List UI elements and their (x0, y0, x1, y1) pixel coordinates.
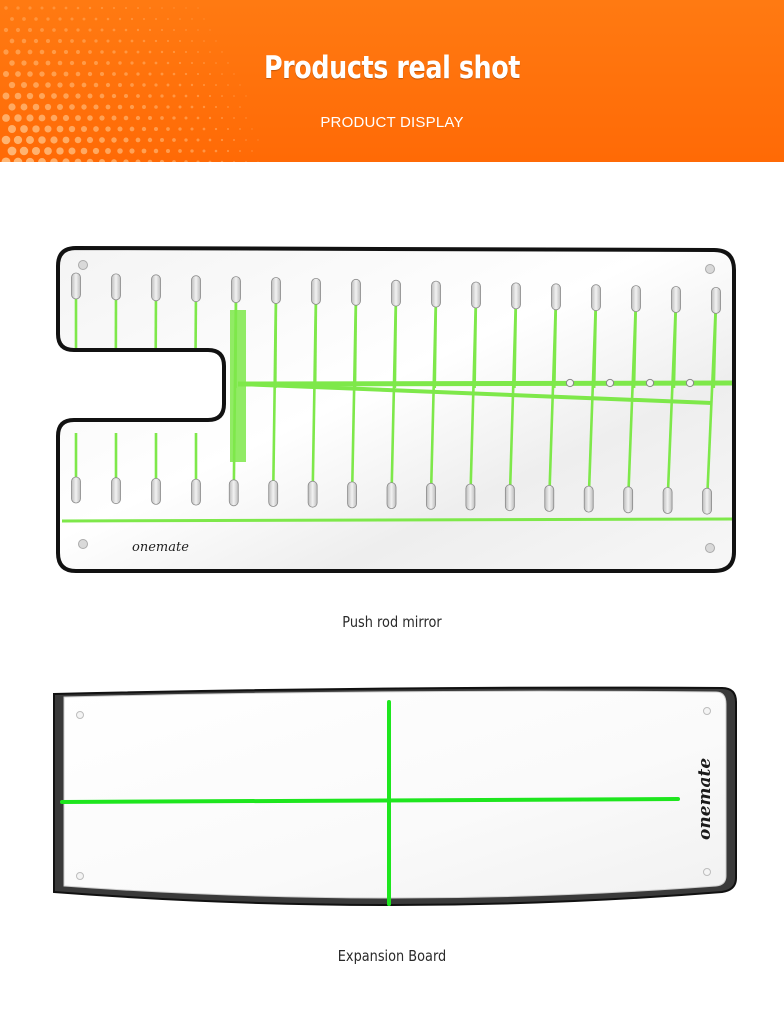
mirror-brand-logo: onemate (132, 540, 189, 555)
expansion-board-image (0, 680, 784, 915)
board-face (64, 691, 726, 898)
push-rod-mirror-image (0, 238, 784, 583)
caption-push-rod-mirror: Push rod mirror (342, 613, 442, 631)
board-brand-logo: onemate (695, 757, 715, 840)
page-subtitle: PRODUCT DISPLAY (320, 114, 464, 131)
caption-expansion-board: Expansion Board (337, 947, 447, 965)
page-title: Products real shot (263, 50, 521, 86)
header-banner (0, 0, 784, 162)
